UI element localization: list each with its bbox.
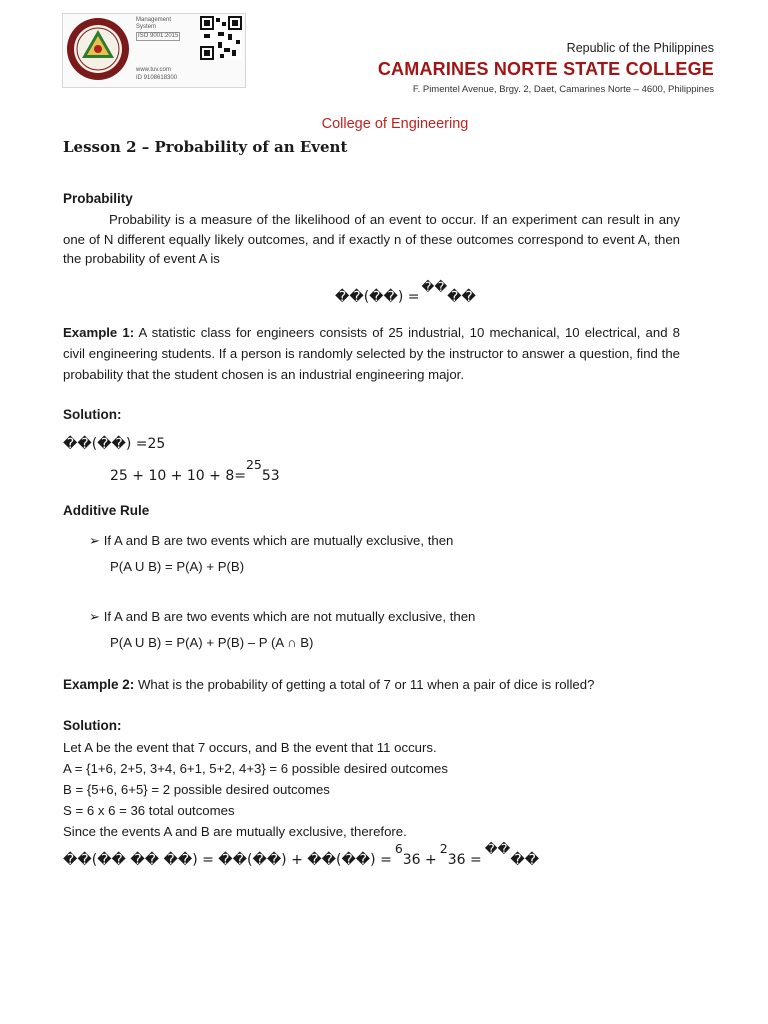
example2-text: What is the probability of getting a total of 7 or 11 when a pair of dice is rolled?: [134, 677, 595, 692]
republic-label: Republic of the Philippines: [566, 41, 714, 55]
cert-line-1: Management: [136, 17, 172, 23]
lesson-title: Lesson 2 – Probability of an Event: [63, 138, 348, 156]
example2-final-formula: [63, 841, 540, 868]
department-title: College of Engineering: [321, 116, 469, 132]
qr-code-icon: [200, 16, 242, 60]
example2-solution-heading: Solution:: [63, 718, 122, 733]
bullet-not-mutually-exclusive: [89, 609, 475, 625]
solution-line: B = {5+6, 6+5} = 2 possible desired outcomes: [63, 782, 330, 797]
college-logo-block: [62, 13, 246, 88]
bullet-arrow-icon: ➢: [89, 609, 101, 624]
final-part2: 36 +: [402, 852, 437, 868]
formula-main: ��(��) =: [335, 289, 420, 305]
additive-formula-2: P(A U B) = P(A) + P(B) – P (A ∩ B): [110, 635, 314, 650]
bullet-arrow-icon: ➢: [89, 533, 101, 548]
cert-line-5: ID 9108618300: [136, 75, 178, 81]
example1-label: Example 1:: [63, 325, 135, 340]
cert-line-4: www.tuv.com: [136, 67, 171, 73]
solution-line: Since the events A and B are mutually exclusive, therefore.: [63, 824, 407, 839]
example2-paragraph: [63, 677, 594, 692]
college-seal-icon: [65, 16, 131, 82]
example1-text: A statistic class for engineers consists of 25 industrial, 10 mechanical, 10 electrical, and 8 civil engineering students. If a person is randomly selected by the instructor to answer a question, find the probability that the student chosen is an industrial engineering major.: [63, 325, 680, 382]
eq2-numerator: 25: [245, 457, 262, 472]
cert-line-3: ISO 9001:2015: [138, 33, 179, 39]
solution-line: Let A be the event that 7 occurs, and B the event that 11 occurs.: [63, 740, 437, 755]
bullet2-text: If A and B are two events which are not mutually exclusive, then: [103, 609, 476, 624]
example1-paragraph: [63, 323, 680, 385]
final-part1: ��(�� �� ��) = ��(��) + ��(��) =: [63, 852, 392, 868]
probability-paragraph: Probability is a measure of the likelihood of an event to occur. If an experiment can result in any one of N different equally likely outcomes, and if exactly n of these outcomes correspond to event A, then the probability of event A is: [63, 212, 680, 266]
probability-heading: Probability: [63, 191, 133, 206]
cert-line-2: System: [136, 24, 157, 30]
final-sup1: 6: [394, 841, 403, 856]
bullet1-text: If A and B are two events which are mutually exclusive, then: [103, 533, 454, 548]
formula-denominator: ��: [447, 289, 476, 305]
bullet-mutually-exclusive: [89, 533, 453, 549]
final-part4: ��: [510, 852, 540, 868]
college-address: F. Pimentel Avenue, Brgy. 2, Daet, Camarines Norte – 4600, Philippines: [412, 84, 714, 95]
probability-formula: [335, 279, 476, 305]
example1-eq1: ��(��) =25: [63, 436, 166, 452]
eq2-denominator: 53: [261, 468, 280, 484]
formula-numerator: ��: [421, 279, 448, 294]
additive-formula-1: P(A U B) = P(A) + P(B): [110, 559, 245, 574]
example1-eq2: [110, 457, 280, 484]
college-name: CAMARINES NORTE STATE COLLEGE: [377, 59, 714, 79]
solution-line: S = 6 x 6 = 36 total outcomes: [63, 803, 235, 818]
solution-line: A = {1+6, 2+5, 3+4, 6+1, 5+2, 4+3} = 6 possible desired outcomes: [63, 761, 448, 776]
final-sup3: ��: [484, 841, 511, 856]
example1-solution-heading: Solution:: [63, 407, 122, 422]
final-sup2: 2: [439, 841, 448, 856]
final-part3: 36 =: [447, 852, 482, 868]
eq2-main: 25 + 10 + 10 + 8=: [110, 468, 246, 484]
additive-rule-heading: Additive Rule: [63, 503, 150, 518]
example2-label: Example 2:: [63, 677, 135, 692]
